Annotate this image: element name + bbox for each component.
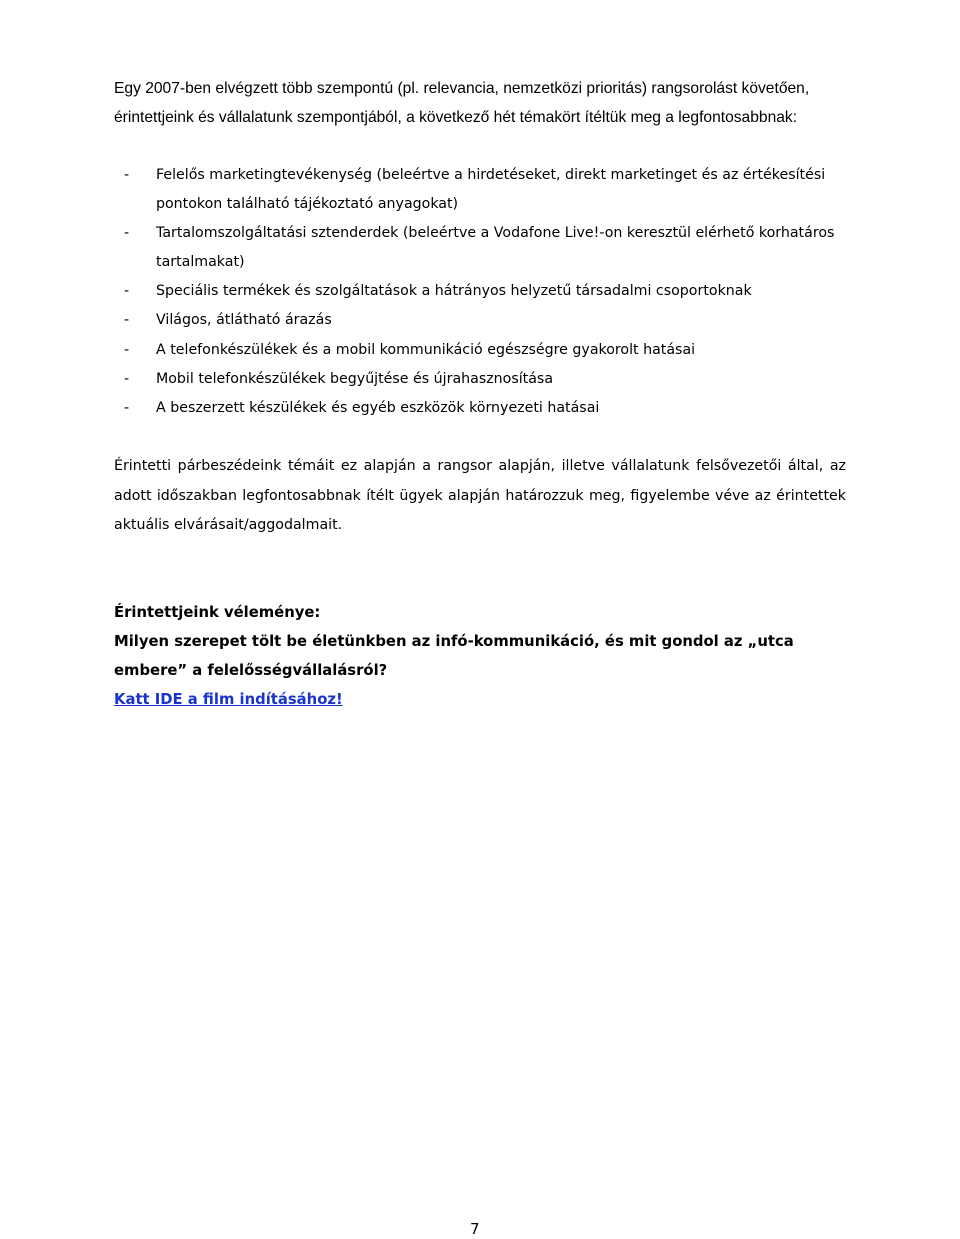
- list-item: [114, 394, 854, 423]
- bullet-dash: -: [124, 225, 130, 242]
- bullet-dash: -: [124, 399, 130, 416]
- video-link-line: [114, 685, 854, 714]
- bullet-dash: -: [124, 167, 130, 183]
- list-item: [114, 306, 854, 335]
- list-item-text: Felelős marketingtevékenység (beleértve a hirdetéseket, direkt marketinget és az értékesítési pontokon található tájékoztató anyagokat): [156, 167, 826, 213]
- intro-paragraph: Egy 2007-ben elvégzett több szempontú (pl. relevancia, nemzetközi prioritás) rangsorolást követően, érintettjeink és vállalatunk szempontjából, a következő hét témakört ítéltük meg a legfontosabbnak:: [114, 80, 810, 126]
- list-item-text: Speciális termékek és szolgáltatások a hátrányos helyzetű társadalmi csoportoknak: [156, 283, 752, 300]
- list-item: [114, 277, 854, 306]
- bullet-dash: -: [124, 341, 130, 358]
- dialogue-paragraph: Érintetti párbeszédeink témáit ez alapján a rangsor alapján, illetve vállalatunk felsővezetői által, az adott időszakban legfontosabbnak ítélt ügyek alapján határozzuk meg, figyelembe véve az érintettek aktuális elvárásait/aggodalmait.: [114, 458, 846, 533]
- bullet-dash: -: [124, 283, 130, 300]
- bullet-dash: -: [124, 370, 130, 387]
- page-number: 7: [470, 1220, 480, 1238]
- list-item-text: A beszerzett készülékek és egyéb eszközök környezeti hatásai: [156, 399, 600, 416]
- topic-list: [114, 161, 854, 423]
- section-question: Milyen szerepet tölt be életünkben az infó-kommunikáció, és mit gondol az „utca embere” a felelősségvállalásról?: [114, 633, 794, 679]
- list-item: [114, 336, 854, 365]
- section-heading: Érintettjeink véleménye:: [114, 604, 321, 621]
- list-item: [114, 161, 854, 219]
- list-item-text: Mobil telefonkészülékek begyűjtése és újrahasznosítása: [156, 370, 554, 387]
- play-film-link[interactable]: Katt IDE a film indításához!: [114, 691, 343, 708]
- list-item-text: Tartalomszolgáltatási sztenderdek (beleértve a Vodafone Live!-on keresztül elérhető korhatáros tartalmakat): [156, 225, 835, 271]
- list-item-text: A telefonkészülékek és a mobil kommunikáció egészségre gyakorolt hatásai: [156, 341, 696, 358]
- list-item-text: Világos, átlátható árazás: [156, 312, 332, 329]
- list-item: [114, 365, 854, 394]
- list-item: [114, 219, 854, 277]
- stakeholder-opinion-section: [114, 598, 854, 714]
- bullet-dash: -: [124, 312, 130, 329]
